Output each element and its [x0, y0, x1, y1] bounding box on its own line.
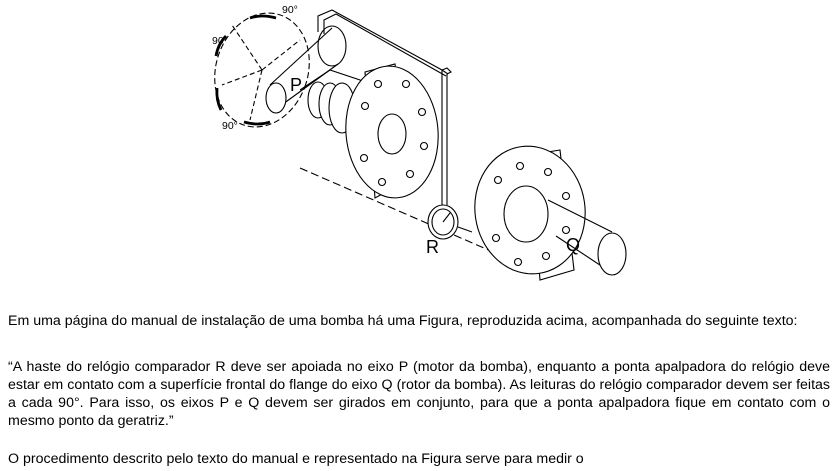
angle-label-top: 90°: [282, 4, 298, 16]
label-q: Q: [566, 235, 581, 255]
angle-label-bottom: 90°: [222, 120, 238, 132]
label-p: P: [290, 75, 303, 95]
angle-label-left: 90°: [212, 35, 228, 47]
label-r: R: [426, 237, 439, 257]
flange-q: [467, 139, 594, 281]
flange-p: [340, 62, 443, 202]
rotation-circle: [200, 1, 323, 140]
question-paragraph: O procedimento descrito pelo texto do manual e representado na Figura serve para medir o: [8, 451, 584, 467]
manual-quote-paragraph: “A haste do relógio comparador R deve ser apoiada no eixo P (motor da bomba), enquanto a ponta apalpadora do relógio deve estar em contato com a superfície frontal do flange do eixo Q (rotor da bomba). As leituras do relógio comparador devem ser feitas a cada 90°. Para isso, os eixos P e Q devem ser girados em conjunto, para que a ponta apalpadora fique em contato com o mesmo ponto da geratriz.”: [8, 359, 830, 429]
intro-paragraph: Em uma página do manual de instalação de uma bomba há uma Figura, reproduzida acima, acompanhada do seguinte texto:: [8, 313, 798, 329]
dial-indicator-r: [428, 205, 472, 239]
